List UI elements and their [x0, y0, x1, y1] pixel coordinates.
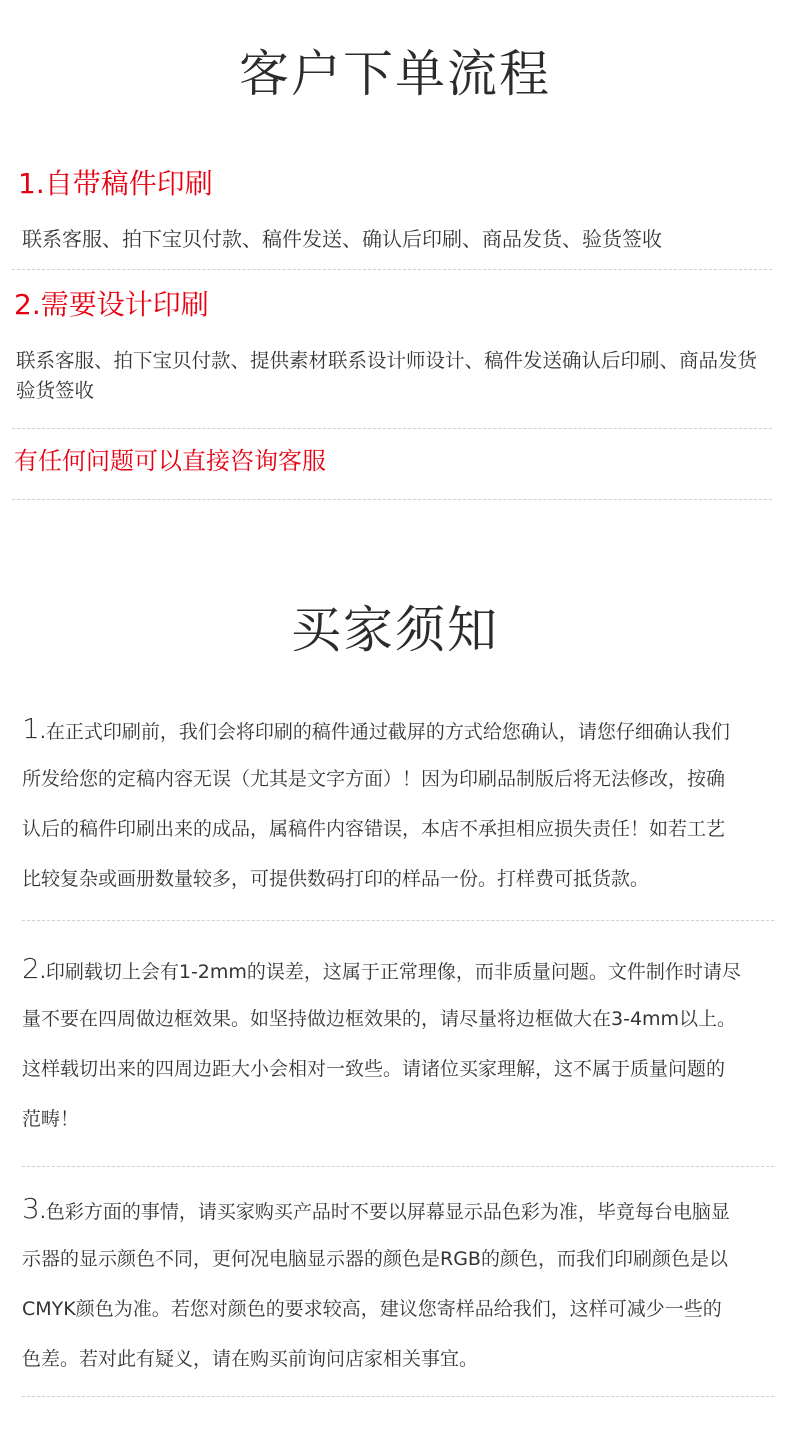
notice-item-2-divider: [22, 1166, 774, 1167]
section2-text-line: 联系客服、拍下宝贝付款、提供素材联系设计师设计、稿件发送确认后印刷、商品发货: [16, 349, 758, 372]
notice-number: 1: [22, 712, 40, 745]
notice-line: [22, 1194, 772, 1244]
notice-line: 量不要在四周做边框效果。如坚持做边框效果的，请尽量将边框做大在3-4mm以上。: [22, 1008, 737, 1030]
notice-line: 比较复杂或画册数量较多，可提供数码打印的样品一份。打样费可抵货款。: [22, 868, 650, 890]
notice-line-text: .色彩方面的事情，请买家购买产品时不要以屏幕显示品色彩为准，毕竟每台电脑显: [39, 1201, 730, 1223]
notice-item-2: [22, 954, 772, 1154]
section2-heading: 2.需要设计印刷: [14, 288, 209, 321]
notice-line: 色差。若对此有疑义，请在购买前询问店家相关事宜。: [22, 1348, 479, 1370]
section1-divider: [12, 269, 772, 270]
notice-item-1-divider: [22, 920, 774, 921]
section1-text: 联系客服、拍下宝贝付款、稿件发送、确认后印刷、商品发货、验货签收: [22, 227, 662, 251]
notice-line: CMYK颜色为准。若您对颜色的要求较高，建议您寄样品给我们，这样可减少一些的: [22, 1298, 722, 1320]
process-title: 客户下单流程: [239, 45, 551, 103]
notice-number: 3: [22, 1192, 40, 1225]
notice-item-3: [22, 1194, 772, 1394]
notice-line: 这样载切出来的四周边距大小会相对一致些。请诸位买家理解，这不属于质量问题的: [22, 1058, 726, 1080]
notice-line: 范畴！: [22, 1108, 80, 1130]
section2-text: [16, 346, 757, 406]
notice-line: 认后的稿件印刷出来的成品，属稿件内容错误，本店不承担相应损失责任！如若工艺: [22, 818, 726, 840]
notice-line-text: .在正式印刷前，我们会将印刷的稿件通过截屏的方式给您确认，请您仔细确认我们: [39, 721, 730, 743]
consult-divider: [12, 499, 772, 500]
notice-line: 所发给您的定稿内容无误（尤其是文字方面）！因为印刷品制版后将无法修改，按确: [22, 768, 726, 790]
notice-line: [22, 954, 772, 1004]
section2-text-line: 验货签收: [16, 379, 95, 402]
consult-text: 有任何问题可以直接咨询客服: [14, 447, 326, 475]
section1-heading: 1.自带稿件印刷: [18, 167, 213, 200]
notice-line: 示器的显示颜色不同，更何况电脑显示器的颜色是RGB的颜色，而我们印刷颜色是以: [22, 1248, 728, 1270]
notice-line-text: .印刷载切上会有1-2mm的误差，这属于正常理像，而非质量问题。文件制作时请尽: [39, 961, 741, 983]
notice-line: [22, 714, 772, 764]
notice-number: 2: [22, 952, 40, 985]
notice-item-1: [22, 714, 772, 914]
notice-title: 买家须知: [291, 601, 499, 659]
section2-divider: [12, 428, 772, 429]
notice-item-3-divider: [22, 1396, 774, 1397]
